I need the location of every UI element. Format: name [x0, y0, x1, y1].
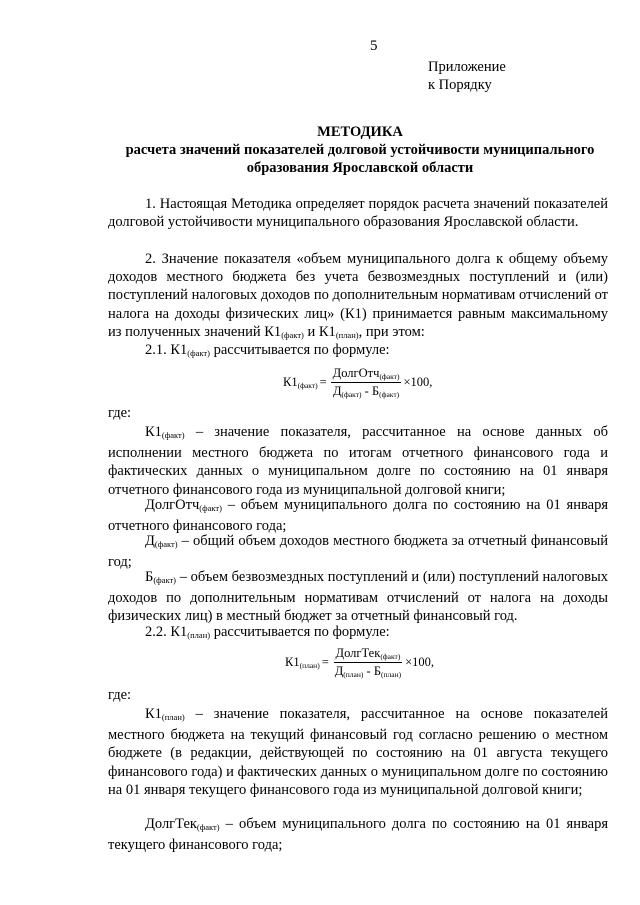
- page-number: 5: [370, 38, 378, 54]
- paragraph-2-sub-fact: (факт): [281, 329, 304, 340]
- formula-2-lhs-symbol: К1: [285, 655, 300, 669]
- paragraph-2-2: [108, 623, 608, 644]
- definition-k1-plan-term: К1: [145, 706, 162, 722]
- definition-grants-fact-sub: (факт): [153, 575, 177, 585]
- formula-1-fraction: [331, 366, 402, 399]
- definition-debt-report-sub: (факт): [199, 503, 222, 513]
- formula-1-den-b-sub: (факт): [379, 390, 400, 399]
- formula-2-fraction: [333, 646, 403, 679]
- formula-1-equals: =: [319, 375, 327, 389]
- paragraph-2-2-pre: 2.2. К1: [145, 624, 188, 640]
- formula-2-denominator: [333, 663, 403, 679]
- formula-1-lhs-symbol: К1: [283, 375, 298, 389]
- definition-k1-fact-text: – значение показателя, рассчитанное на основе данных об исполнении местного бюджета по итогам отчетного финансового года и фактических данных о муниципальном долге по состоянию на 01 января отчетного финансового года из муниципальной долговой книги;: [108, 424, 608, 498]
- formula-1-multiplier: ×100,: [403, 375, 433, 389]
- definition-revenue-fact-sub: (факт): [154, 539, 178, 549]
- definition-debt-current-text: – объем муниципального долга по состоянию на 01 января текущего финансового года;: [108, 816, 608, 854]
- appendix-note: [428, 58, 506, 94]
- formula-1-den-a-sub: (факт): [341, 390, 362, 399]
- formula-2-num-symbol: ДолгТек: [335, 646, 381, 660]
- definition-grants-fact-text: – объем безвозмездных поступлений и (или) поступлений налоговых доходов по дополнительным нормативам отчислений от налога на доходы физических лиц) в местный бюджет за отчетный финансовый год.: [108, 569, 608, 625]
- formula-1-lhs: [283, 375, 318, 390]
- paragraph-2-2-post: рассчитывается по формуле:: [210, 624, 390, 640]
- definition-revenue-fact: [108, 532, 608, 571]
- definition-k1-fact: [108, 423, 608, 499]
- formula-1-num-sub: (факт): [379, 372, 400, 381]
- appendix-line-2: к Порядку: [428, 77, 492, 93]
- definition-debt-report-term: ДолгОтч: [145, 497, 200, 513]
- paragraph-2-sub-plan: (план): [335, 329, 359, 340]
- definition-k1-fact-term: К1: [145, 424, 162, 440]
- formula-1-numerator: [331, 366, 402, 383]
- paragraph-2-text: 2. Значение показателя «объем муниципального долга к общему объему доходов местного бюджета без учета безвозмездных поступлений и (или) поступлений налоговых доходов по дополнительным нормативам отчислений от налога на доходы физических лиц» (К1) принимается равным максимальному из полученных значений К1: [108, 251, 608, 340]
- title-line-2: расчета значений показателей долговой устойчивости муниципального: [125, 142, 595, 158]
- formula-1-num-symbol: ДолгОтч: [332, 366, 380, 380]
- formula-1-den-b: Б: [371, 384, 380, 398]
- paragraph-2-and: и К1: [303, 323, 336, 340]
- formula-2-den-b-sub: (план): [381, 670, 402, 679]
- formula-2: [285, 646, 434, 679]
- formula-1-denominator: [331, 383, 401, 399]
- formula-2-den-a: Д: [334, 664, 344, 678]
- definition-debt-report: [108, 496, 608, 535]
- formula-2-equals: =: [321, 655, 329, 669]
- formula-1: [283, 366, 432, 399]
- definition-k1-plan: [108, 705, 608, 799]
- definition-k1-fact-sub: (факт): [161, 430, 185, 440]
- formula-1-den-a: Д: [332, 384, 342, 398]
- formula-2-minus: -: [363, 664, 374, 678]
- formula-1-minus: -: [361, 384, 372, 398]
- formula-2-lhs: [285, 655, 320, 670]
- definition-debt-current-term: ДолгТек: [145, 816, 197, 832]
- formula-2-numerator: [334, 646, 403, 663]
- paragraph-2: [108, 250, 608, 344]
- paragraph-2-1-sub: (факт): [187, 348, 210, 358]
- formula-2-lhs-sub: (план): [299, 661, 320, 670]
- formula-2-num-sub: (факт): [380, 652, 401, 661]
- definition-revenue-fact-text: – общий объем доходов местного бюджета за отчетный финансовый год;: [108, 533, 608, 571]
- definition-debt-current-sub: (факт): [196, 822, 220, 832]
- paragraph-2-2-sub: (план): [187, 630, 211, 640]
- title-line-1: МЕТОДИКА: [317, 124, 403, 140]
- formula-1-lhs-sub: (факт): [297, 381, 318, 390]
- paragraph-1: 1. Настоящая Методика определяет порядок расчета значений показателей долговой устойчивости муниципального образования Ярославской области.: [108, 196, 608, 231]
- definition-revenue-fact-term: Д: [145, 533, 155, 549]
- document-title: [95, 123, 625, 177]
- paragraph-2-end: , при этом:: [358, 323, 425, 340]
- formula-2-den-b: Б: [373, 664, 382, 678]
- formula-2-den-a-sub: (план): [343, 670, 364, 679]
- appendix-line-1: Приложение: [428, 59, 506, 75]
- paragraph-2-1-pre: 2.1. К1: [145, 342, 188, 358]
- definition-debt-current: [108, 815, 608, 854]
- title-line-3: образования Ярославской области: [246, 160, 474, 176]
- definition-grants-fact-term: Б: [145, 569, 154, 585]
- where-label-1: где:: [108, 405, 132, 421]
- definition-debt-report-text: – объем муниципального долга по состоянию на 01 января отчетного финансового года;: [108, 497, 608, 535]
- definition-k1-plan-text: – значение показателя, рассчитанное на основе показателей местного бюджета на текущий финансовый год согласно решению о местном бюджете (в редакции, действующей по состоянию на 01 августа текущего финансового года) и фактических данных о муниципальном долге по состоянию на 01 января текущего финансового года из муниципальной долговой книги;: [108, 706, 608, 798]
- definition-grants-fact: [108, 568, 608, 626]
- definition-k1-plan-sub: (план): [161, 712, 185, 722]
- formula-2-multiplier: ×100,: [405, 655, 435, 669]
- paragraph-2-1-post: рассчитывается по формуле:: [209, 342, 390, 358]
- paragraph-2-1: [108, 341, 608, 362]
- where-label-2: где:: [108, 687, 132, 703]
